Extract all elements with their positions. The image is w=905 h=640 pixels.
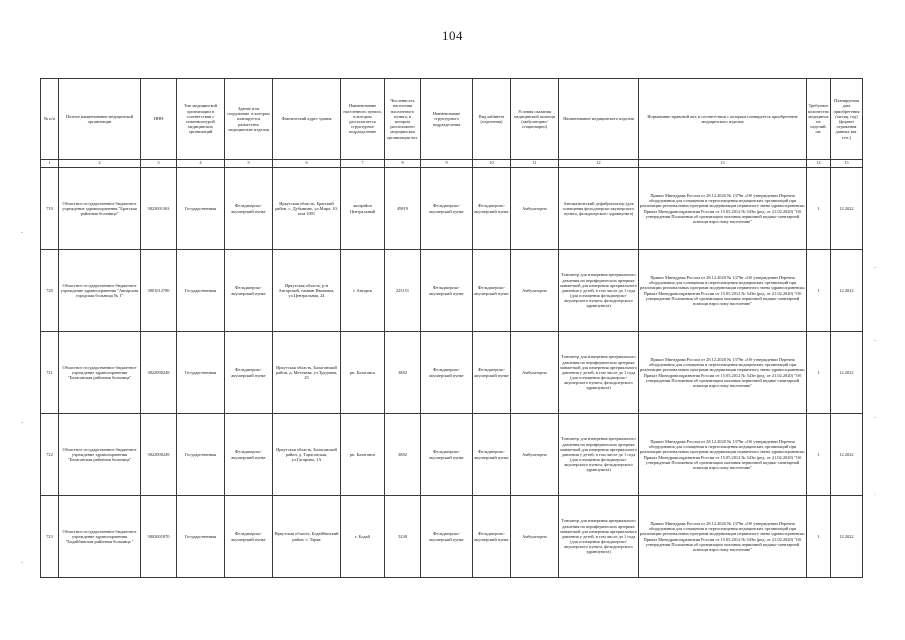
address: Иркутская область, Бодайбинский район, с. Таряк — [273, 496, 341, 578]
address: Иркутская область, Балаганский район, д. Метляева, ул.Трудовая, 25 — [273, 332, 341, 414]
header-cell: № п/п — [41, 79, 59, 160]
header-cell: Требуемое количество медицинских изделий, шт. — [807, 79, 831, 160]
quantity: 1 — [807, 414, 831, 496]
column-number: 8 — [385, 160, 421, 168]
table-row — [41, 168, 863, 250]
table-row — [41, 414, 863, 496]
locality: г. Ангарск — [341, 250, 385, 332]
table-row — [41, 250, 863, 332]
building: Фельдшерско-акушерский пункт — [225, 168, 273, 250]
legal-act: Приказ Минздрава России от 28.12.2020 № 1379н «Об утверждении Перечня оборудования для оснащения и переоснащения медицинских организаций при реализации региональных программ модернизации первичного звена здравоохранения» Приказ Минздравсоцразвития России от 15.05.2012 № 543н (ред. от 21.02.2020) "Об утверждении Положения об организации оказания первичной медико-санитарной помощи взрослому населению" — [639, 496, 807, 578]
table-row — [41, 496, 863, 578]
device: Тонометр для измерения артериального давления на периферических артериях манжеткой для измерения артериального давления у детей, в том числе до 1 года (для оснащения фельдшерско-акушерского пункта, фельдшерского здравпункта) — [559, 332, 639, 414]
row-number: 720 — [41, 250, 59, 332]
population: 3882 — [385, 332, 421, 414]
inn: 3823001363 — [141, 168, 177, 250]
conditions: Амбулаторно — [511, 332, 559, 414]
population: 5230 — [385, 496, 421, 578]
column-number: 4 — [177, 160, 225, 168]
org-type: Государственная — [177, 250, 225, 332]
conditions: Амбулаторно — [511, 496, 559, 578]
header-cell: Полное наименование медицинской организации — [59, 79, 141, 160]
quantity: 1 — [807, 332, 831, 414]
document-table-frame — [40, 78, 862, 608]
quantity: 1 — [807, 496, 831, 578]
legal-act: Приказ Минздрава России от 28.12.2020 № 1379н «Об утверждении Перечня оборудования для оснащения и переоснащения медицинских организаций при реализации региональных программ модернизации первичного звена здравоохранения» Приказ Минздравсоцразвития России от 15.05.2012 № 543н (ред. от 21.02.2020) "Об утверждении Положения об организации оказания первичной медико-санитарной помощи взрослому населению" — [639, 332, 807, 414]
legal-act: Приказ Минздрава России от 28.12.2020 № 1379н «Об утверждении Перечня оборудования для оснащения и переоснащения медицинских организаций при реализации региональных программ модернизации первичного звена здравоохранения» Приказ Минздравсоцразвития России от 15.05.2012 № 543н (ред. от 21.02.2020) "Об утверждении Положения об организации оказания первичной медико-санитарной помощи взрослому населению" — [639, 414, 807, 496]
header-cell: Здание или сооружение, в которых планируется разместить медицинские изделия — [225, 79, 273, 160]
unit: Фельдшерско-акушерский пункт — [421, 414, 473, 496]
row-number: 722 — [41, 414, 59, 496]
inn: 3822000249 — [141, 332, 177, 414]
planned-date: 12.2022 — [831, 332, 863, 414]
column-number-row — [41, 160, 863, 168]
population: 225151 — [385, 250, 421, 332]
address: Иркутская область, Балаганский район, д. Тарасовская, ул.Гагарина, 1А — [273, 414, 341, 496]
cabinet: Фельдшерско-акушерский пункт — [473, 168, 511, 250]
column-number: 14 — [807, 160, 831, 168]
unit: Фельдшерско-акушерский пункт — [421, 168, 473, 250]
column-number: 13 — [639, 160, 807, 168]
header-cell: Наименование структурного подразделения — [421, 79, 473, 160]
column-number: 10 — [473, 160, 511, 168]
row-number: 721 — [41, 332, 59, 414]
locality: г. Бодай — [341, 496, 385, 578]
column-number: 7 — [341, 160, 385, 168]
scan-mark: - — [874, 338, 876, 344]
locality: рп. Балаганск — [341, 332, 385, 414]
cabinet: Фельдшерско-акушерский пункт — [473, 414, 511, 496]
table-row — [41, 332, 863, 414]
page-number: 104 — [442, 28, 463, 43]
column-number: 1 — [41, 160, 59, 168]
scan-mark: - — [874, 265, 876, 271]
device: Тонометр для измерения артериального давления на периферических артериях манжеткой для измерения артериального давления у детей, в том числе до 1 года (для оснащения фельдшерско-акушерского пункта, фельдшерского здравпункта) — [559, 414, 639, 496]
building: Фельдшерско-акушерский пункт — [225, 496, 273, 578]
unit: Фельдшерско-акушерский пункт — [421, 332, 473, 414]
scan-mark: - — [21, 230, 23, 236]
header-row — [41, 79, 863, 160]
unit: Фельдшерско-акушерский пункт — [421, 250, 473, 332]
cabinet: Фельдшерско-акушерский пункт — [473, 250, 511, 332]
column-number: 5 — [225, 160, 273, 168]
column-number: 3 — [141, 160, 177, 168]
org-name: Областное государственное бюджетное учреждение здравоохранения "Балаганская районная больница" — [59, 414, 141, 496]
org-type: Государственная — [177, 332, 225, 414]
planned-date: 12.2022 — [831, 414, 863, 496]
quantity: 1 — [807, 168, 831, 250]
locality: рп. Балаганск — [341, 414, 385, 496]
header-cell: Наименование медицинского изделия — [559, 79, 639, 160]
conditions: Амбулаторно — [511, 250, 559, 332]
header-cell: Планируемая дата приобретения (месяц, год) (формат отражения данных мм. гггг.) — [831, 79, 863, 160]
device: Тонометр для измерения артериального давления на периферических артериях манжеткой для измерения артериального давления у детей, в том числе до 1 года (для оснащения фельдшерско-акушерского пункта, фельдшерского здравпункта) — [559, 496, 639, 578]
header-cell: ИНН — [141, 79, 177, 160]
column-number: 11 — [511, 160, 559, 168]
inn: 3802001870 — [141, 496, 177, 578]
planned-date: 12.2022 — [831, 496, 863, 578]
cabinet: Фельдшерско-акушерский пункт — [473, 332, 511, 414]
scan-mark: · — [874, 492, 876, 498]
quantity: 1 — [807, 250, 831, 332]
header-cell: Численность населения населенного пункта, в котором расположено медицинская организация чел. — [385, 79, 421, 160]
header-cell: Тип медицинской организации в соответствии с номенклатурой медицинских организаций — [177, 79, 225, 160]
cabinet: Фельдшерско-акушерский пункт — [473, 496, 511, 578]
legal-act: Приказ Минздрава России от 28.12.2020 № 1379н «Об утверждении Перечня оборудования для оснащения и переоснащения медицинских организаций при реализации региональных программ модернизации первичного звена здравоохранения» Приказ Минздравсоцразвития России от 15.05.2012 № 543н (ред. от 21.02.2020) "Об утверждении Положения об организации оказания первичной медико-санитарной помощи взрослому населению" — [639, 168, 807, 250]
inn: 3801012780 — [141, 250, 177, 332]
org-type: Государственная — [177, 496, 225, 578]
scan-mark: - — [21, 560, 23, 566]
header-cell: Условия оказания медицинской помощи (амбулаторно/стационарно) — [511, 79, 559, 160]
device: Автоматический дефибриллятор (для оснащения фельдшерско-акушерского пункта, фельдшерского здравпункта) — [559, 168, 639, 250]
column-number: 9 — [421, 160, 473, 168]
planned-date: 12.2022 — [831, 250, 863, 332]
unit: Фельдшерско-акушерский пункт — [421, 496, 473, 578]
locality: жилрайон Центральный — [341, 168, 385, 250]
header-cell: Наименование населенного пункта, в котором располагается структурное подразделение — [341, 79, 385, 160]
org-name: Областное государственное бюджетное учреждение здравоохранения "Балаганская районная больница" — [59, 332, 141, 414]
scan-mark: - — [874, 415, 876, 421]
address: Иркутская область, р-н Ангарский, тамнан Ивановка, ул.Центральная, 24 — [273, 250, 341, 332]
population: 3882 — [385, 414, 421, 496]
column-number: 2 — [59, 160, 141, 168]
address: Иркутская область, Братский район, с. Дубынино, ул.Мира, 10, пом 1001 — [273, 168, 341, 250]
conditions: Амбулаторно — [511, 168, 559, 250]
column-number: 12 — [559, 160, 639, 168]
inn: 3822000249 — [141, 414, 177, 496]
org-type: Государственная — [177, 168, 225, 250]
device: Тонометр для измерения артериального давления на периферических артериях манжеткой для измерения артериального давления у детей, в том числе до 1 года (для оснащения фельдшерско-акушерского пункта, фельдшерского здравпункта) — [559, 250, 639, 332]
building: Фельдшерско-акушерский пункт — [225, 250, 273, 332]
org-name: Областное государственное бюджетное учреждение здравоохранения "Бодайбинская районная больница " — [59, 496, 141, 578]
column-number: 6 — [273, 160, 341, 168]
org-name: Областное государственное бюджетное учреждение здравоохранения "Ангарская городская больница № 1" — [59, 250, 141, 332]
scan-mark: - — [21, 420, 23, 426]
legal-act: Приказ Минздрава России от 28.12.2020 № 1379н «Об утверждении Перечня оборудования для оснащения и переоснащения медицинских организаций при реализации региональных программ модернизации первичного звена здравоохранения» Приказ Минздравсоцразвития России от 15.05.2012 № 543н (ред. от 21.02.2020) "Об утверждении Положения об организации оказания первичной медико-санитарной помощи взрослому населению" — [639, 250, 807, 332]
row-number: 719 — [41, 168, 59, 250]
row-number: 723 — [41, 496, 59, 578]
header-cell: Фактический адрес здания — [273, 79, 341, 160]
column-number: 15 — [831, 160, 863, 168]
building: Фельдшерско-акушерский пункт — [225, 332, 273, 414]
org-name: Областное государственное бюджетное учреждение здравоохранения "Братская районная больница" — [59, 168, 141, 250]
conditions: Амбулаторно — [511, 414, 559, 496]
header-cell: Вид кабинета (отделения) — [473, 79, 511, 160]
population: 49819 — [385, 168, 421, 250]
org-type: Государственная — [177, 414, 225, 496]
header-cell: Нормативно-правовой акт, в соответствии с которым планируется приобретение медицинского изделия — [639, 79, 807, 160]
planned-date: 12.2022 — [831, 168, 863, 250]
medical-equipment-table — [40, 78, 863, 578]
building: Фельдшерско-акушерский пункт — [225, 414, 273, 496]
